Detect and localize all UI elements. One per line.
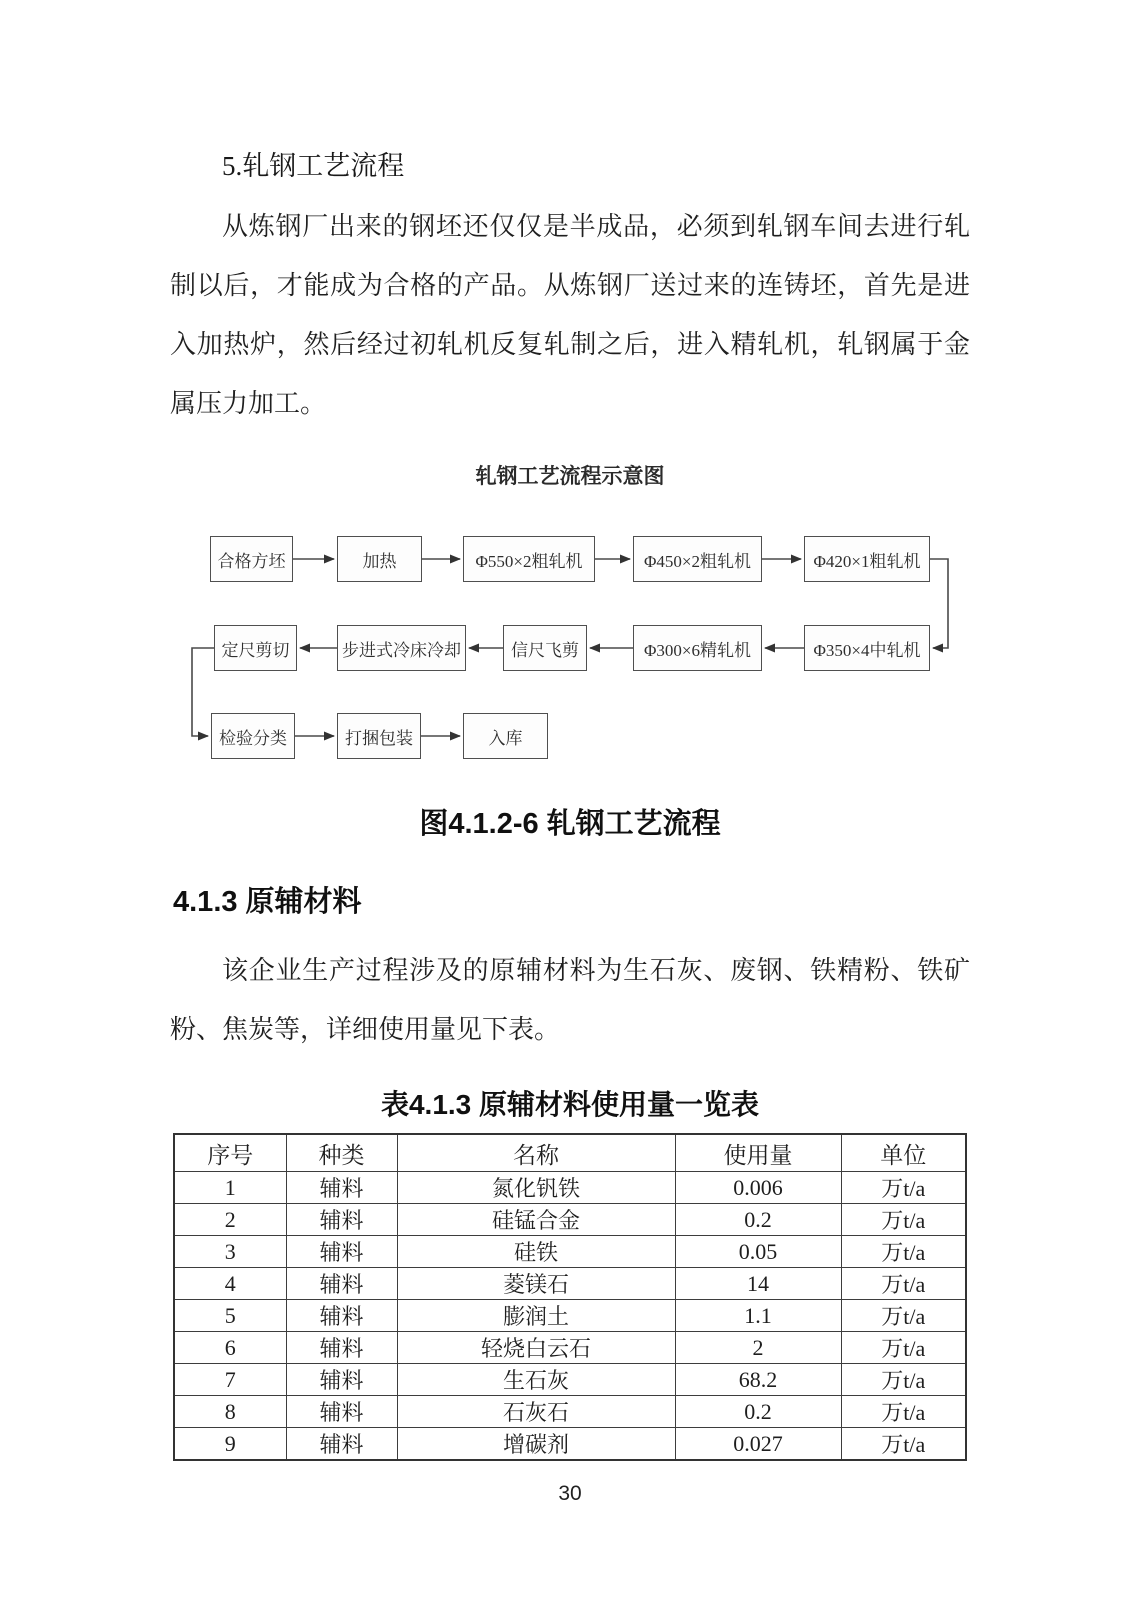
table-row — [174, 1428, 966, 1461]
cell-category: 辅料 — [286, 1332, 397, 1364]
materials-table — [173, 1133, 967, 1461]
table-row — [174, 1236, 966, 1268]
flowchart-box-rough-mill-550: Φ550×2粗轧机 — [463, 536, 595, 582]
cell-usage: 1.1 — [675, 1300, 841, 1332]
table-row — [174, 1364, 966, 1396]
cell-category: 辅料 — [286, 1236, 397, 1268]
paragraph-line: 该企业生产过程涉及的原辅材料为生石灰、废钢、铁精粉、铁矿 — [222, 956, 970, 985]
cell-name: 菱镁石 — [397, 1268, 675, 1300]
cell-category: 辅料 — [286, 1300, 397, 1332]
flowchart-box-bundling-packing: 打捆包装 — [337, 713, 421, 759]
flowchart-box-inspection-classification: 检验分类 — [211, 713, 295, 759]
heading-rolling-process: 5.轧钢工艺流程 — [222, 151, 405, 181]
cell-name: 硅铁 — [397, 1236, 675, 1268]
flowchart-box-flying-shear: 信尺飞剪 — [503, 625, 587, 671]
flowchart-box-intermediate-mill-350: Φ350×4中轧机 — [804, 625, 930, 671]
cell-unit: 万t/a — [841, 1364, 966, 1396]
flowchart-rolling-process — [0, 440, 1131, 785]
cell-usage: 68.2 — [675, 1364, 841, 1396]
table-row — [174, 1268, 966, 1300]
paragraph-line: 属压力加工。 — [170, 389, 327, 418]
column-header-name: 名称 — [397, 1134, 675, 1172]
table-row — [174, 1204, 966, 1236]
cell-name: 膨润土 — [397, 1300, 675, 1332]
table-row — [174, 1396, 966, 1428]
flowchart-box-cut-to-length-shear: 定尺剪切 — [214, 625, 297, 671]
cell-name: 硅锰合金 — [397, 1204, 675, 1236]
cell-name: 生石灰 — [397, 1364, 675, 1396]
paragraph-line: 制以后，才能成为合格的产品。从炼钢厂送过来的连铸坯，首先是进 — [170, 271, 970, 300]
cell-index: 3 — [174, 1236, 286, 1268]
heading-raw-materials: 4.1.3 原辅材料 — [173, 886, 362, 918]
cell-index: 4 — [174, 1268, 286, 1300]
paragraph-line: 粉、焦炭等，详细使用量见下表。 — [170, 1015, 561, 1044]
cell-usage: 0.006 — [675, 1172, 841, 1204]
flowchart-box-cooling-bed: 步进式冷床冷却 — [337, 625, 466, 671]
cell-unit: 万t/a — [841, 1428, 966, 1461]
cell-unit: 万t/a — [841, 1172, 966, 1204]
cell-unit: 万t/a — [841, 1204, 966, 1236]
flowchart-arrows — [0, 440, 1131, 785]
table-row — [174, 1300, 966, 1332]
cell-unit: 万t/a — [841, 1396, 966, 1428]
figure-caption: 图4.1.2-6 轧钢工艺流程 — [419, 808, 721, 840]
cell-name: 增碳剂 — [397, 1428, 675, 1461]
cell-index: 1 — [174, 1172, 286, 1204]
flowchart-box-qualified-billet: 合格方坯 — [210, 536, 293, 582]
table-caption: 表4.1.3 原辅材料使用量一览表 — [380, 1089, 760, 1120]
cell-usage: 2 — [675, 1332, 841, 1364]
cell-category: 辅料 — [286, 1268, 397, 1300]
cell-index: 7 — [174, 1364, 286, 1396]
cell-index: 2 — [174, 1204, 286, 1236]
cell-index: 8 — [174, 1396, 286, 1428]
cell-usage: 0.027 — [675, 1428, 841, 1461]
paragraph-line: 入加热炉，然后经过初轧机反复轧制之后，进入精轧机，轧钢属于金 — [170, 330, 970, 359]
cell-category: 辅料 — [286, 1364, 397, 1396]
cell-category: 辅料 — [286, 1172, 397, 1204]
cell-usage: 14 — [675, 1268, 841, 1300]
cell-name: 石灰石 — [397, 1396, 675, 1428]
flowchart-box-warehousing: 入库 — [463, 713, 548, 759]
cell-usage: 0.2 — [675, 1204, 841, 1236]
cell-index: 6 — [174, 1332, 286, 1364]
table-row — [174, 1172, 966, 1204]
page-number: 30 — [558, 1482, 582, 1505]
paragraph-rolling-process — [170, 197, 970, 433]
cell-unit: 万t/a — [841, 1332, 966, 1364]
column-header-unit: 单位 — [841, 1134, 966, 1172]
flowchart-box-rough-mill-450: Φ450×2粗轧机 — [633, 536, 762, 582]
cell-name: 轻烧白云石 — [397, 1332, 675, 1364]
cell-category: 辅料 — [286, 1204, 397, 1236]
paragraph-raw-materials — [170, 941, 970, 1059]
column-header-usage: 使用量 — [675, 1134, 841, 1172]
flowchart-box-heating: 加热 — [337, 536, 422, 582]
table-header-row — [174, 1134, 966, 1172]
flowchart-title: 轧钢工艺流程示意图 — [475, 465, 665, 488]
cell-index: 5 — [174, 1300, 286, 1332]
cell-name: 氮化钒铁 — [397, 1172, 675, 1204]
cell-unit: 万t/a — [841, 1268, 966, 1300]
cell-unit: 万t/a — [841, 1236, 966, 1268]
cell-index: 9 — [174, 1428, 286, 1461]
cell-usage: 0.05 — [675, 1236, 841, 1268]
cell-category: 辅料 — [286, 1428, 397, 1461]
flowchart-box-finishing-mill-300: Φ300×6精轧机 — [633, 625, 762, 671]
cell-unit: 万t/a — [841, 1300, 966, 1332]
column-header-index: 序号 — [174, 1134, 286, 1172]
paragraph-line: 从炼钢厂出来的钢坯还仅仅是半成品，必须到轧钢车间去进行轧 — [222, 212, 970, 241]
cell-usage: 0.2 — [675, 1396, 841, 1428]
column-header-category: 种类 — [286, 1134, 397, 1172]
flowchart-box-rough-mill-420: Φ420×1粗轧机 — [804, 536, 930, 582]
table-row — [174, 1332, 966, 1364]
cell-category: 辅料 — [286, 1396, 397, 1428]
